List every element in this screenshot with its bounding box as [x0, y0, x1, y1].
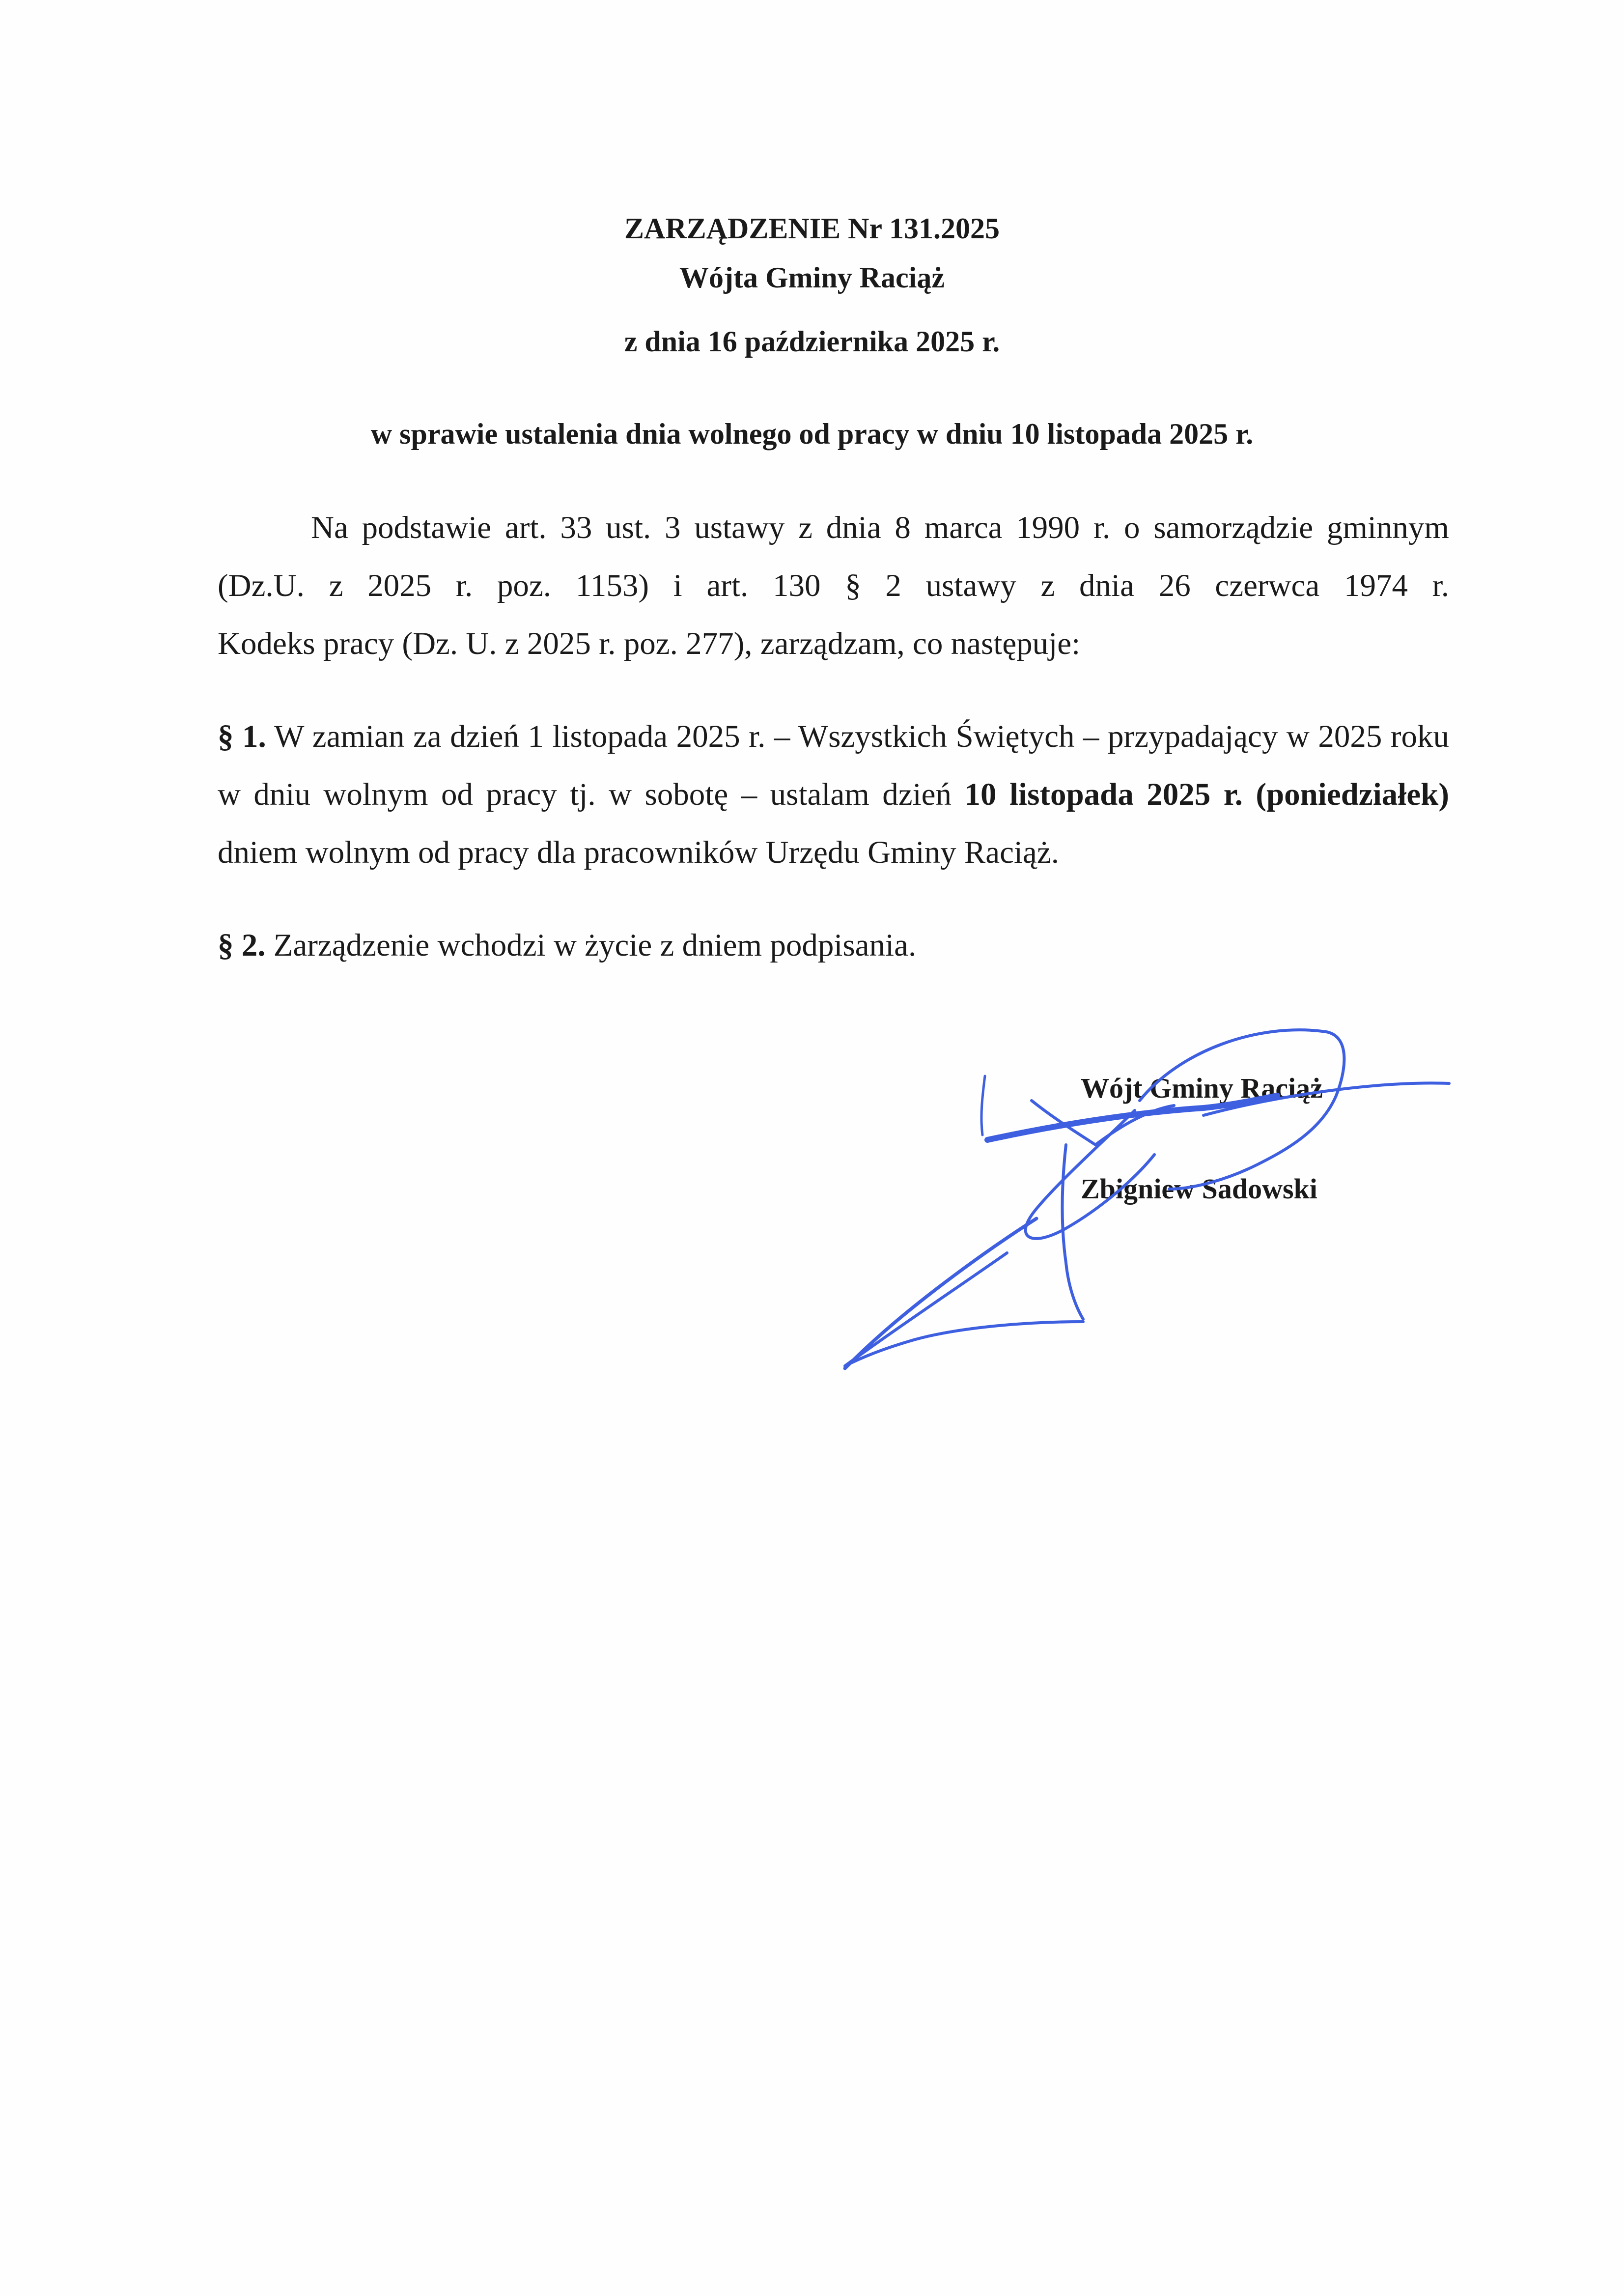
- signature-stroke: [1063, 1145, 1084, 1319]
- section-2-text: Zarządzenie wchodzi w życie z dniem podpisania.: [273, 928, 917, 963]
- section-1-line: dniem wolnym od pracy dla pracowników Urzędu Gminy Raciąż.: [218, 835, 1059, 870]
- section-2-paragraph: [218, 916, 1449, 974]
- signatory-title: Wójt Gminy Raciąż: [1081, 1072, 1323, 1104]
- signatory-name: Zbigniew Sadowski: [1081, 1173, 1317, 1205]
- section-1-line: [218, 765, 1449, 823]
- section-1-text: W zamian za dzień 1 listopada 2025 r. – Wszystkich Świętych – przypadający w 2025 roku: [274, 719, 1450, 754]
- legal-basis-line: Na podstawie art. 33 ust. 3 ustawy z dnia 8 marca 1990 r. o samorządzie gminnym: [311, 510, 1449, 545]
- signature-stroke: [845, 1219, 1036, 1368]
- document-date: z dnia 16 października 2025 r.: [624, 325, 1000, 358]
- legal-basis-paragraph: [218, 499, 1449, 673]
- legal-basis-line: Kodeks pracy (Dz. U. z 2025 r. poz. 277), zarządzam, co następuje:: [218, 626, 1081, 661]
- document-issuer: Wójta Gminy Raciąż: [679, 261, 945, 294]
- signature-stroke: [1140, 1030, 1344, 1189]
- section-2-line: [218, 916, 1449, 974]
- signature-stroke: [981, 1076, 985, 1135]
- section-1-emphasis: 10 listopada 2025 r. (poniedziałek): [964, 777, 1449, 812]
- signature-stroke: [845, 1253, 1083, 1366]
- document-title: ZARZĄDZENIE Nr 131.2025: [624, 212, 1000, 245]
- section-1-text: w dniu wolnym od pracy tj. w sobotę – ustalam dzień: [218, 777, 965, 812]
- signature-stroke: [1032, 1101, 1174, 1145]
- section-2-label: § 2.: [218, 928, 266, 963]
- legal-basis-line: (Dz.U. z 2025 r. poz. 1153) i art. 130 § 2 ustawy z dnia 26 czerwca 1974 r.: [218, 568, 1449, 603]
- section-1-paragraph: [218, 708, 1449, 881]
- document-subject: w sprawie ustalenia dnia wolnego od pracy w dniu 10 listopada 2025 r.: [370, 418, 1254, 450]
- section-1-line: [218, 708, 1449, 765]
- section-1-label: § 1.: [218, 719, 266, 754]
